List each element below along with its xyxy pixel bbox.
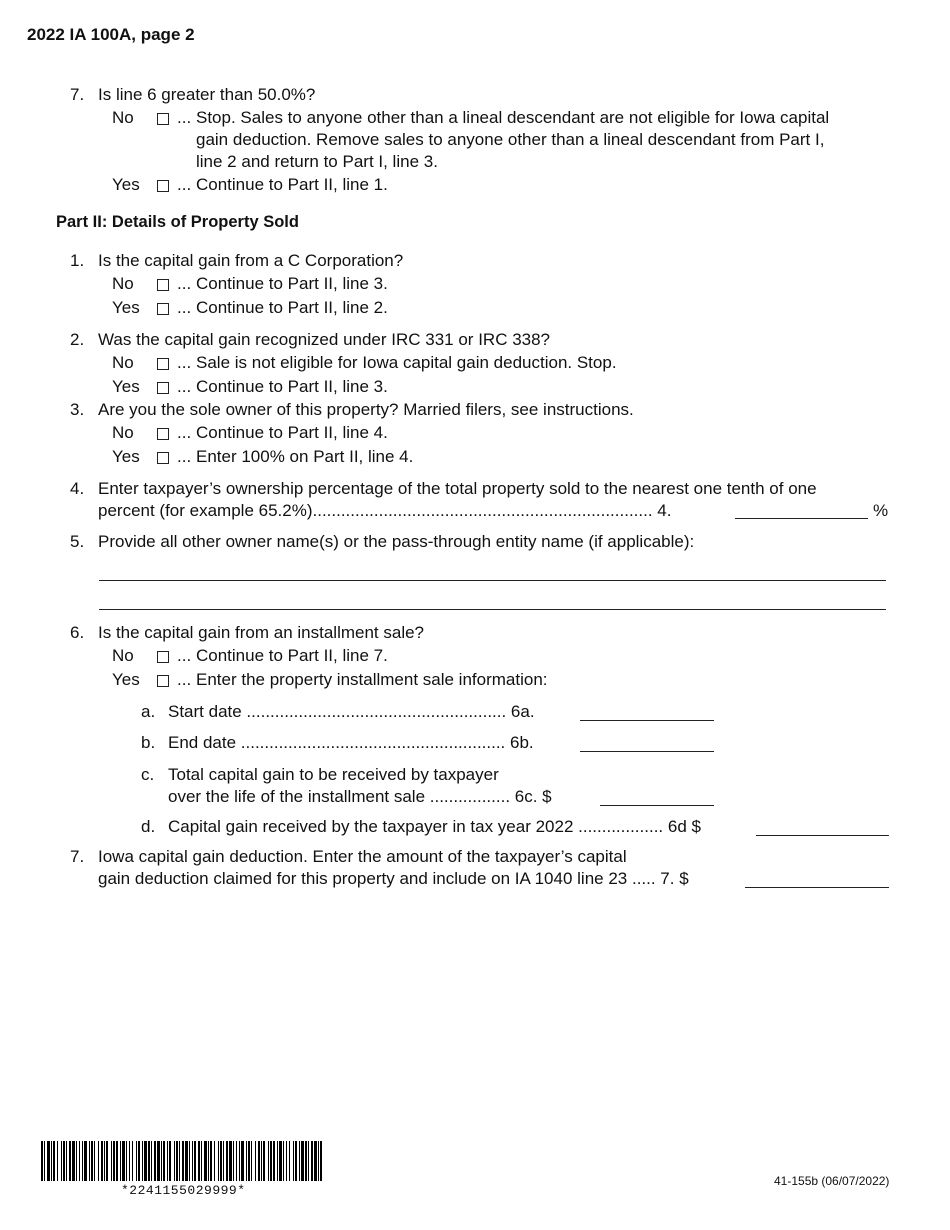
yes-checkbox[interactable] xyxy=(157,380,169,398)
question-number: 5. xyxy=(70,532,85,551)
question-text: Is the capital gain from an installment sale? xyxy=(98,623,425,642)
field-label: over the life of the installment sale ................. 6c. $ xyxy=(168,787,552,806)
owner-name-line-1[interactable] xyxy=(99,580,886,581)
leader-dots: ... xyxy=(177,377,192,396)
question-text: Is the capital gain from a C Corporation? xyxy=(98,251,404,270)
yes-label: Yes xyxy=(112,377,140,396)
no-label: No xyxy=(112,108,134,127)
no-label: No xyxy=(112,274,134,293)
question-number: 3. xyxy=(70,400,85,419)
section-heading: Part II: Details of Property Sold xyxy=(56,213,299,231)
instruction-text: Continue to Part II, line 7. xyxy=(196,646,388,665)
instruction-text: Stop. Sales to anyone other than a lineal descendant are not eligible for Iowa capital xyxy=(196,108,830,127)
instruction-text: Enter 100% on Part II, line 4. xyxy=(196,447,414,466)
instruction-text: gain deduction. Remove sales to anyone other than a lineal descendant from Part I, xyxy=(196,130,825,149)
instruction-text: Continue to Part II, line 1. xyxy=(196,175,388,194)
question-text: Enter taxpayer’s ownership percentage of the total property sold to the nearest one tenth of one xyxy=(98,479,817,498)
leader-dots: ... xyxy=(177,447,192,466)
form-id: 41-155b (06/07/2022) xyxy=(774,1174,890,1188)
sub-letter: c. xyxy=(141,765,155,784)
question-text: Was the capital gain recognized under IRC 331 or IRC 338? xyxy=(98,330,551,349)
start-date-input[interactable] xyxy=(580,720,714,721)
no-checkbox[interactable] xyxy=(157,111,169,129)
no-checkbox[interactable] xyxy=(157,426,169,444)
owner-name-line-2[interactable] xyxy=(99,609,886,610)
yes-checkbox[interactable] xyxy=(157,301,169,319)
leader-dots: ... xyxy=(177,108,192,127)
instruction-text: Continue to Part II, line 4. xyxy=(196,423,388,442)
no-label: No xyxy=(112,423,134,442)
question-number: 4. xyxy=(70,479,85,498)
leader-dots: ... xyxy=(177,274,192,293)
no-checkbox[interactable] xyxy=(157,649,169,667)
yes-label: Yes xyxy=(112,670,140,689)
sub-letter: d. xyxy=(141,817,156,836)
instruction-text: Sale is not eligible for Iowa capital gain deduction. Stop. xyxy=(196,353,617,372)
instruction-text: Continue to Part II, line 3. xyxy=(196,377,388,396)
question-number: 1. xyxy=(70,251,85,270)
no-label: No xyxy=(112,646,134,665)
page-title: 2022 IA 100A, page 2 xyxy=(27,25,195,44)
leader-dots: ... xyxy=(177,298,192,317)
ownership-percent-input[interactable] xyxy=(735,518,868,519)
field-label: End date ........................................................ 6b. xyxy=(168,733,534,752)
question-number: 7. xyxy=(70,85,85,104)
deduction-amount-input[interactable] xyxy=(745,887,889,888)
yes-checkbox[interactable] xyxy=(157,178,169,196)
sub-letter: a. xyxy=(141,702,156,721)
percent-sign: % xyxy=(873,501,889,520)
sub-letter: b. xyxy=(141,733,156,752)
no-label: No xyxy=(112,353,134,372)
field-label: Start date ....................................................... 6a. xyxy=(168,702,535,721)
field-label: Total capital gain to be received by taxpayer xyxy=(168,765,499,784)
leader-dots: ... xyxy=(177,423,192,442)
leader-dots: ... xyxy=(177,175,192,194)
question-text: Is line 6 greater than 50.0%? xyxy=(98,85,316,104)
yes-label: Yes xyxy=(112,447,140,466)
no-checkbox[interactable] xyxy=(157,277,169,295)
total-gain-input[interactable] xyxy=(600,805,714,806)
yes-label: Yes xyxy=(112,175,140,194)
leader-dots: ... xyxy=(177,353,192,372)
yes-checkbox[interactable] xyxy=(157,673,169,691)
barcode-bar xyxy=(320,1141,322,1181)
instruction-text: Continue to Part II, line 3. xyxy=(196,274,388,293)
yes-label: Yes xyxy=(112,298,140,317)
question-number: 6. xyxy=(70,623,85,642)
end-date-input[interactable] xyxy=(580,751,714,752)
instruction-text: Continue to Part II, line 2. xyxy=(196,298,388,317)
question-number: 7. xyxy=(70,847,85,866)
no-checkbox[interactable] xyxy=(157,356,169,374)
gain-2022-input[interactable] xyxy=(756,835,889,836)
question-number: 2. xyxy=(70,330,85,349)
question-text: Are you the sole owner of this property? Married filers, see instructions. xyxy=(98,400,634,419)
instruction-text: line 2 and return to Part I, line 3. xyxy=(196,152,438,171)
field-label: Capital gain received by the taxpayer in tax year 2022 .................. 6d $ xyxy=(168,817,701,836)
question-text: Iowa capital gain deduction. Enter the amount of the taxpayer’s capital xyxy=(98,847,627,866)
question-text: percent (for example 65.2%)........................................................................ 4. xyxy=(98,501,672,520)
barcode xyxy=(41,1141,323,1181)
barcode-number: *2241155029999* xyxy=(121,1183,246,1198)
instruction-text: Enter the property installment sale information: xyxy=(196,670,548,689)
question-text: gain deduction claimed for this property and include on IA 1040 line 23 ..... 7. $ xyxy=(98,869,689,888)
leader-dots: ... xyxy=(177,670,192,689)
question-text: Provide all other owner name(s) or the pass-through entity name (if applicable): xyxy=(98,532,695,551)
yes-checkbox[interactable] xyxy=(157,450,169,468)
leader-dots: ... xyxy=(177,646,192,665)
